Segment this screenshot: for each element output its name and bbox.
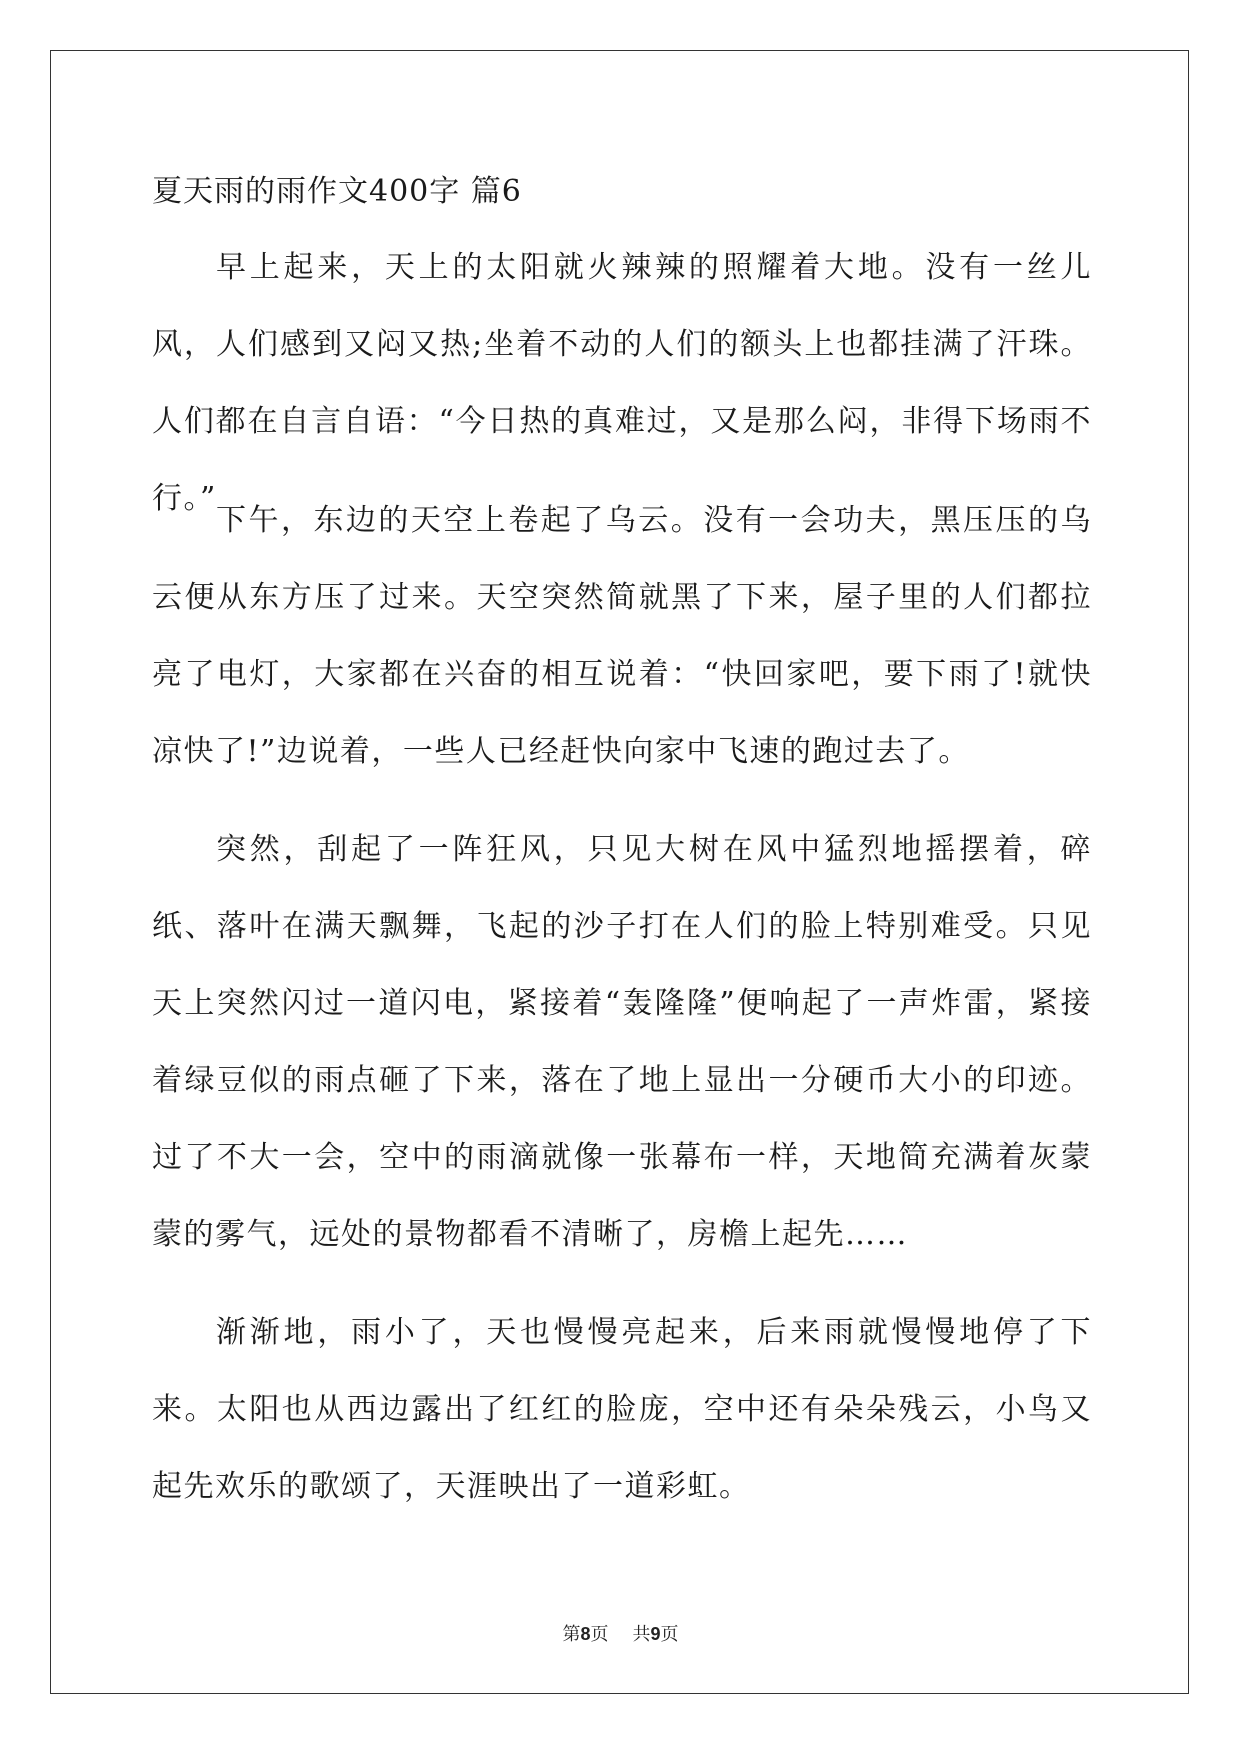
total-page-number: 9	[650, 1624, 661, 1644]
paragraph-1: 早上起来，天上的太阳就火辣辣的照耀着大地。没有一丝儿风，人们感到又闷又热;坐着不动的人们的额头上也都挂满了汗珠。人们都在自言自语：“今日热的真难过，又是那么闷，非得下场雨不行。”	[152, 250, 1092, 516]
page-footer	[0, 1622, 1241, 1647]
document-title: 夏天雨的雨作文400字 篇6	[152, 174, 522, 209]
paragraph-2: 下午，东边的天空上卷起了乌云。没有一会功夫，黑压压的乌云便从东方压了过来。天空突然简就黑了下来，屋子里的人们都拉亮了电灯，大家都在兴奋的相互说着：“快回家吧，要下雨了!就快凉快了!”边说着，一些人已经赶快向家中飞速的跑过去了。	[152, 503, 1092, 769]
total-pages: 共9页	[632, 1624, 679, 1645]
paragraph-3: 突然，刮起了一阵狂风，只见大树在风中猛烈地摇摆着，碎纸、落叶在满天飘舞，飞起的沙子打在人们的脸上特别难受。只见天上突然闪过一道闪电，紧接着“轰隆隆”便响起了一声炸雷，紧接着绿豆似的雨点砸了下来，落在了地上显出一分硬币大小的印迹。过了不大一会，空中的雨滴就像一张幕布一样，天地简充满着灰蒙蒙的雾气，远处的景物都看不清晰了，房檐上起先……	[152, 832, 1092, 1252]
page-number: 第8页	[562, 1624, 609, 1645]
current-page-number: 8	[580, 1624, 591, 1644]
paragraph-4: 渐渐地，雨小了，天也慢慢亮起来，后来雨就慢慢地停了下来。太阳也从西边露出了红红的脸庞，空中还有朵朵残云，小鸟又起先欢乐的歌颂了，天涯映出了一道彩虹。	[152, 1315, 1092, 1504]
